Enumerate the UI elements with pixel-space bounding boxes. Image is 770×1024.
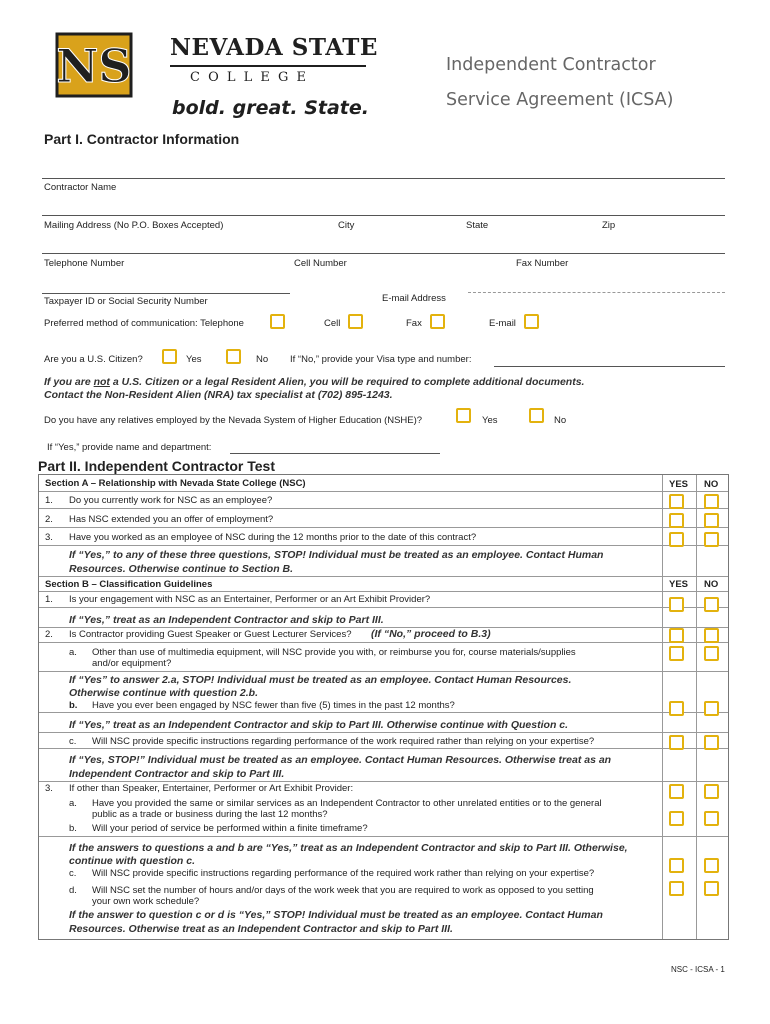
a2-yes-checkbox[interactable] bbox=[669, 513, 684, 528]
a1-no-checkbox[interactable] bbox=[704, 494, 719, 509]
citizen-warning-line1: If you are not a U.S. Citizen or a legal Resident Alien, you will be required to complete additional documents. bbox=[44, 376, 585, 388]
relatives-no-checkbox[interactable] bbox=[529, 408, 544, 423]
page-footer: NSC - ICSA - 1 bbox=[671, 965, 725, 974]
pref-fax-label: Fax bbox=[406, 318, 422, 329]
b3c-no-checkbox[interactable] bbox=[704, 858, 719, 873]
zip-label: Zip bbox=[602, 220, 616, 231]
nsc-logo bbox=[55, 26, 133, 104]
section-b-yes-header: YES bbox=[669, 579, 689, 590]
b1-yes-checkbox[interactable] bbox=[669, 597, 684, 612]
contractor-name-label: Contractor Name bbox=[44, 182, 117, 193]
section-a-header: Section A – Relationship with Nevada State College (NSC) bbox=[45, 478, 306, 489]
a3-yes-checkbox[interactable] bbox=[669, 532, 684, 547]
section-a-yes-header: YES bbox=[669, 479, 689, 490]
question-b2a-note-line2: Otherwise continue with question 2.b. bbox=[69, 687, 259, 699]
citizen-no-label: No bbox=[256, 354, 269, 365]
section-a-note-line2: Resources. Otherwise continue to Section B. bbox=[69, 563, 294, 575]
question-b2a-note-line1: If “Yes” to answer 2.a, STOP! Individual must be treated as an employee. Contact Human Resources. bbox=[69, 674, 572, 686]
question-b3a: Have you provided the same or similar services as an Independent Contractor to other unrelated entities or to the general public as a trade or business during the last 12 months? bbox=[92, 798, 602, 820]
question-b3b: Will your period of service be performed within a finite timeframe? bbox=[92, 823, 368, 834]
b3d-yes-checkbox[interactable] bbox=[669, 881, 684, 896]
citizen-no-checkbox[interactable] bbox=[226, 349, 241, 364]
question-b3ab-note-line1: If the answers to questions a and b are “Yes,” treat as an Independent Contractor and skip to Part III. Otherwise, bbox=[69, 842, 628, 854]
visa-label: If “No,” provide your Visa type and number: bbox=[290, 354, 472, 365]
a3-no-checkbox[interactable] bbox=[704, 532, 719, 547]
citizen-yes-label: Yes bbox=[186, 354, 202, 365]
b1-no-checkbox[interactable] bbox=[704, 597, 719, 612]
section-a-no-header: NO bbox=[704, 479, 719, 490]
taxpayer-label: Taxpayer ID or Social Security Number bbox=[44, 296, 208, 307]
b3b-no-checkbox[interactable] bbox=[704, 811, 719, 826]
cell-label: Cell Number bbox=[294, 258, 347, 269]
b2-no-checkbox[interactable] bbox=[704, 628, 719, 643]
section-b-header: Section B – Classification Guidelines bbox=[45, 579, 213, 590]
citizen-yes-checkbox[interactable] bbox=[162, 349, 177, 364]
pref-email-checkbox[interactable] bbox=[524, 314, 539, 329]
question-b2c-note-line1: If “Yes, STOP!” Individual must be treated as an employee. Contact Human Resources. Otherwise treat as an bbox=[69, 754, 612, 766]
a1-yes-checkbox[interactable] bbox=[669, 494, 684, 509]
city-label: City bbox=[338, 220, 355, 231]
question-b1: Is your engagement with NSC as an Entertainer, Performer or an Art Exhibit Provider? bbox=[69, 594, 431, 605]
relatives-question: Do you have any relatives employed by the Nevada System of Higher Education (NSHE)? bbox=[44, 415, 423, 426]
b2b-yes-checkbox[interactable] bbox=[669, 701, 684, 716]
relatives-no-label: No bbox=[554, 415, 567, 426]
pref-cell-label: Cell bbox=[324, 318, 341, 329]
section-b-no-header: NO bbox=[704, 579, 719, 590]
question-a1: Do you currently work for NSC as an employee? bbox=[69, 495, 273, 506]
college-sub: C O L L E G E bbox=[190, 70, 309, 85]
citizen-question: Are you a U.S. Citizen? bbox=[44, 354, 143, 365]
b2c-no-checkbox[interactable] bbox=[704, 735, 719, 750]
doc-title-line2: Service Agreement (ICSA) bbox=[446, 90, 674, 110]
b2a-yes-checkbox[interactable] bbox=[669, 646, 684, 661]
telephone-label: Telephone Number bbox=[44, 258, 125, 269]
b3a-yes-checkbox[interactable] bbox=[669, 784, 684, 799]
b2-yes-checkbox[interactable] bbox=[669, 628, 684, 643]
b2c-yes-checkbox[interactable] bbox=[669, 735, 684, 750]
email-address-label: E-mail Address bbox=[382, 293, 446, 304]
question-b2c: Will NSC provide specific instructions regarding performance of the work required rather than relying on your expertise? bbox=[92, 736, 595, 747]
relatives-yes-label: Yes bbox=[482, 415, 498, 426]
state-label: State bbox=[466, 220, 489, 231]
question-b3c: Will NSC provide specific instructions regarding performance of the required work rather than relying on your expertise? bbox=[92, 868, 595, 879]
question-a2: Has NSC extended you an offer of employment? bbox=[69, 514, 274, 525]
question-b1-note: If “Yes,” treat as an Independent Contractor and skip to Part III. bbox=[69, 614, 384, 626]
part1-title: Part I. Contractor Information bbox=[44, 131, 240, 147]
question-b2b-note: If “Yes,” treat as an Independent Contractor and skip to Part III. Otherwise continue with Question c. bbox=[69, 719, 569, 731]
question-b3cd-note-line2: Resources. Otherwise treat as an Independent Contractor and skip to Part III. bbox=[69, 923, 453, 935]
b2a-no-checkbox[interactable] bbox=[704, 646, 719, 661]
relatives-detail-label: If “Yes,” provide name and department: bbox=[47, 442, 212, 453]
question-b2b: Have you ever been engaged by NSC fewer than five (5) times in the past 12 months? bbox=[92, 700, 455, 711]
question-b3: If other than Speaker, Entertainer, Performer or Art Exhibit Provider: bbox=[69, 783, 354, 794]
b3b-yes-checkbox[interactable] bbox=[669, 811, 684, 826]
doc-title-line1: Independent Contractor bbox=[446, 55, 656, 75]
college-name: NEVADA STATE bbox=[170, 34, 378, 61]
tagline: bold. great. State. bbox=[172, 97, 369, 119]
citizen-warning-line2: Contact the Non-Resident Alien (NRA) tax specialist at (702) 895-1243. bbox=[44, 389, 393, 401]
pref-telephone-checkbox[interactable] bbox=[270, 314, 285, 329]
question-b2a: Other than use of multimedia equipment, will NSC provide you with, or reimburse you for, course materials/supplies and/or equipment? bbox=[92, 647, 576, 669]
question-b2: Is Contractor providing Guest Speaker or Guest Lecturer Services? bbox=[69, 629, 352, 640]
mailing-address-label: Mailing Address (No P.O. Boxes Accepted) bbox=[44, 220, 224, 231]
question-b2c-note-line2: Independent Contractor and skip to Part III. bbox=[69, 768, 285, 780]
b3c-yes-checkbox[interactable] bbox=[669, 858, 684, 873]
contractor-test-table: Section A – Relationship with Nevada State College (NSC) YES NO 1. Do you currently work for NSC as an employee? 2. Has NSC extended you an offer of employment? 3. Have you worked as an employee of NSC during the 12 months prior to the date of this contract? If “Yes,” to any of these three questions, STOP! Individual must be treated as an employee. Contact Human Resources. Otherwise continue to Section B. Section B – Classification Guidelines YES NO 1. Is your engagement with NSC as an Entertainer, Performer or an Art Exhibit Provider? If “Yes,” treat as an Independent Contractor and skip to Part III. 2. Is Contractor providing Guest Speaker or Guest Lecturer Services? (If “No,” proceed to B.3) a. Other than use of multimedia equipment, will NSC provide you with, or reimburse you for, course materials/supplies and/or equipment? If “Yes” to answer 2.a, STOP! Individual must be treated as an employee. Contact Human Resources. Otherwise continue with question 2.b. b. Have you ever been engaged by NSC fewer than five (5) times in the past 12 months? If “Yes,” treat as an Independent Contractor and skip to Part III. Otherwise continue with Question c. c. Will NSC provide specific instructions regarding performance of the work required rather than relying on your expertise? If “Yes, STOP!” Individual must be treated as an employee. Contact Human Resources. Otherwise treat as an Independent Contractor and skip to Part III. 3. If other than Speaker, Entertainer, Performer or Art Exhibit Provider: a. Have you provided the same or similar services as an Independent Contractor to other unrelated entities or to the general public as a trade or business during the last 12 months? b. Will your period of service be performed within a finite timeframe? If the answers to questions a and b are “Yes,” treat as an Independent Contractor and skip to Part III. Otherwise, continue with question c. c. Will NSC provide specific instructions regarding performance of the required work rather than relying on your expertise? d. Will NSC set the number of hours and/or days of the work week that you are required to work as opposed to you setting your own work schedule? If the answer to question c or d is “Yes,” STOP! Individual must be treated as an employee. Contact Human Resources. Otherwise treat as an Independent Contractor and skip to Part III. bbox=[38, 474, 729, 940]
question-b2-note: (If “No,” proceed to B.3) bbox=[371, 628, 491, 640]
relatives-yes-checkbox[interactable] bbox=[456, 408, 471, 423]
b2b-no-checkbox[interactable] bbox=[704, 701, 719, 716]
question-b3ab-note-line2: continue with question c. bbox=[69, 855, 195, 867]
b3a-no-checkbox[interactable] bbox=[704, 784, 719, 799]
b3d-no-checkbox[interactable] bbox=[704, 881, 719, 896]
pref-email-label: E-mail bbox=[489, 318, 516, 329]
a2-no-checkbox[interactable] bbox=[704, 513, 719, 528]
pref-cell-checkbox[interactable] bbox=[348, 314, 363, 329]
logo-initials: NS bbox=[56, 39, 132, 93]
preferred-method-label: Preferred method of communication: Telephone bbox=[44, 318, 244, 329]
fax-label: Fax Number bbox=[516, 258, 569, 269]
part2-title: Part II. Independent Contractor Test bbox=[38, 458, 275, 474]
question-a3: Have you worked as an employee of NSC during the 12 months prior to the date of this contract? bbox=[69, 532, 477, 543]
question-b3d: Will NSC set the number of hours and/or days of the work week that you are required to work as opposed to you setting your own work schedule? bbox=[92, 885, 594, 907]
pref-fax-checkbox[interactable] bbox=[430, 314, 445, 329]
question-b3cd-note-line1: If the answer to question c or d is “Yes,” STOP! Individual must be treated as an employee. Contact Human bbox=[69, 909, 603, 921]
section-a-note-line1: If “Yes,” to any of these three questions, STOP! Individual must be treated as an employee. Contact Human bbox=[69, 549, 604, 561]
